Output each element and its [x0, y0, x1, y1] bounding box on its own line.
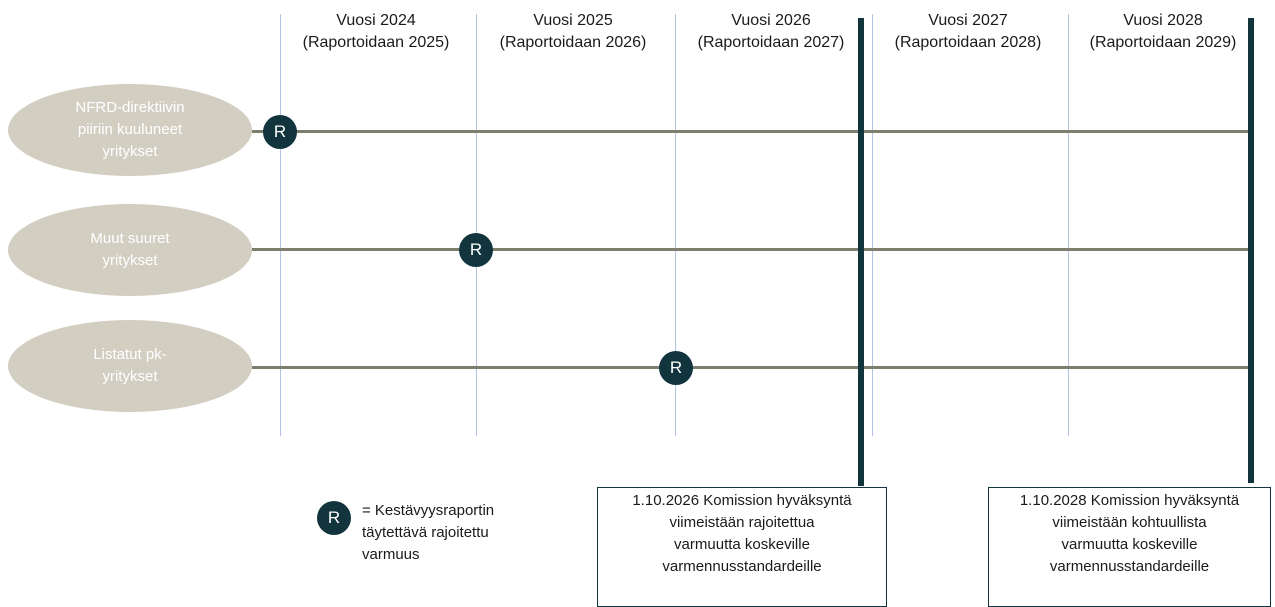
- deadline-bar-2028: [1248, 18, 1254, 483]
- column-year: Vuosi 2028: [1123, 12, 1203, 29]
- group-listed-sme: [8, 320, 252, 412]
- legend-line: = Kestävyysraportin: [362, 502, 495, 519]
- column-report-year: (Raportoidaan 2029): [1089, 34, 1237, 51]
- column-year: Vuosi 2025: [533, 12, 613, 29]
- column-report-year: (Raportoidaan 2027): [697, 34, 845, 51]
- column-header-2024: [276, 10, 476, 54]
- group-label-line: yritykset: [102, 143, 158, 160]
- timeline-track-large: [252, 248, 1250, 251]
- column-year: Vuosi 2026: [731, 12, 811, 29]
- milestone-line: varmuutta koskeville: [1061, 536, 1198, 553]
- group-nfrd: [8, 84, 252, 176]
- milestone-2028-box: [988, 487, 1271, 607]
- year-divider: [1068, 14, 1069, 436]
- milestone-line: varmennusstandardeille: [1049, 558, 1210, 575]
- group-label-line: NFRD-direktiivin: [75, 99, 185, 116]
- column-header-2027: [868, 10, 1068, 54]
- timeline-track-sme: [252, 366, 1250, 369]
- milestone-line: viimeistään kohtuullista: [1052, 514, 1207, 531]
- year-divider: [476, 14, 477, 436]
- milestone-line: varmennusstandardeille: [662, 558, 822, 575]
- column-report-year: (Raportoidaan 2028): [894, 34, 1042, 51]
- column-report-year: (Raportoidaan 2025): [302, 34, 450, 51]
- column-header-2026: [671, 10, 871, 54]
- column-header-2028: [1063, 10, 1263, 54]
- year-divider: [280, 14, 281, 436]
- group-label-line: Listatut pk-: [93, 346, 167, 363]
- legend-line: varmuus: [362, 546, 420, 563]
- milestone-2026-box: [597, 487, 887, 607]
- group-large-companies: [8, 204, 252, 296]
- column-header-2025: [473, 10, 673, 54]
- timeline-track-nfrd: [252, 130, 1248, 133]
- group-label-line: Muut suuret: [90, 230, 170, 247]
- deadline-bar-2026: [858, 18, 864, 486]
- legend-marker-icon: R: [317, 501, 351, 535]
- column-year: Vuosi 2024: [336, 12, 416, 29]
- assurance-marker-icon: R: [659, 351, 693, 385]
- column-report-year: (Raportoidaan 2026): [499, 34, 647, 51]
- milestone-line: 1.10.2026 Komission hyväksyntä: [632, 492, 852, 509]
- legend-line: täytettävä rajoitettu: [362, 524, 489, 541]
- milestone-line: viimeistään rajoitettua: [669, 514, 815, 531]
- column-year: Vuosi 2027: [928, 12, 1008, 29]
- milestone-line: 1.10.2028 Komission hyväksyntä: [1019, 492, 1240, 509]
- group-label-line: yritykset: [102, 368, 158, 385]
- milestone-line: varmuutta koskeville: [674, 536, 810, 553]
- assurance-marker-icon: R: [263, 115, 297, 149]
- year-divider: [872, 14, 873, 436]
- group-label-line: piiriin kuuluneet: [77, 121, 183, 138]
- assurance-marker-icon: R: [459, 233, 493, 267]
- group-label-line: yritykset: [102, 252, 158, 269]
- legend-text: [362, 500, 494, 566]
